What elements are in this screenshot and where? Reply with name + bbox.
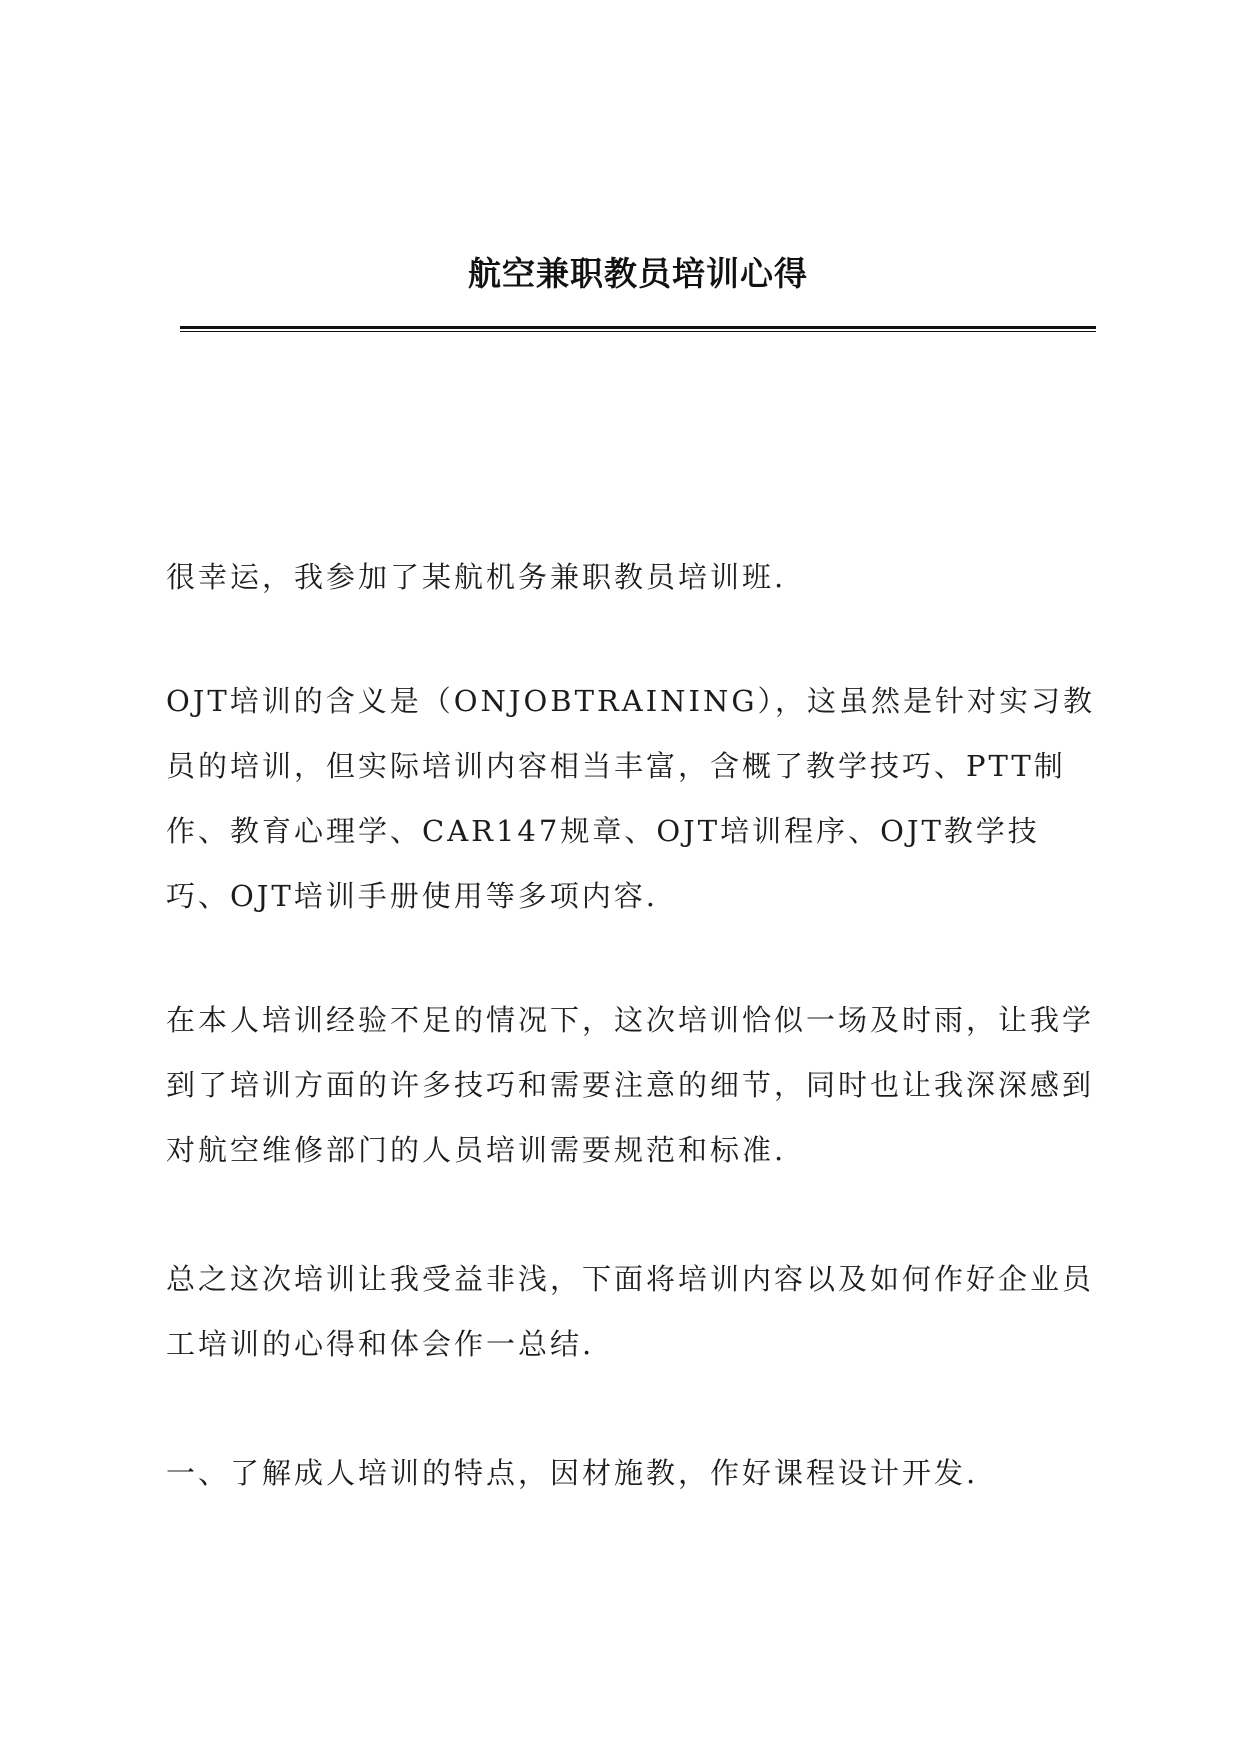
document-title: 航空兼职教员培训心得 <box>468 254 808 293</box>
paragraph-ojt-definition: OJT培训的含义是（ONJOBTRAINING），这虽然是针对实习教员的培训，但实际培训内容相当丰富，含概了教学技巧、PTT制作、教育心理学、CAR147规章、OJT培训程序、OJT教学技巧、OJT培训手册使用等多项内容. <box>166 684 1096 913</box>
section-heading-1: 一、了解成人培训的特点，因材施教，作好课程设计开发. <box>166 1456 979 1490</box>
paragraph-intro: 很幸运，我参加了某航机务兼职教员培训班. <box>166 560 787 594</box>
title-underline-thin <box>180 331 1096 332</box>
paragraph-experience: 在本人培训经验不足的情况下，这次培训恰似一场及时雨，让我学到了培训方面的许多技巧和需要注意的细节，同时也让我深深感到对航空维修部门的人员培训需要规范和标准. <box>166 1003 1095 1167</box>
paragraph-summary: 总之这次培训让我受益非浅，下面将培训内容以及如何作好企业员工培训的心得和体会作一总结. <box>166 1262 1095 1361</box>
title-underline-thick <box>180 326 1096 329</box>
